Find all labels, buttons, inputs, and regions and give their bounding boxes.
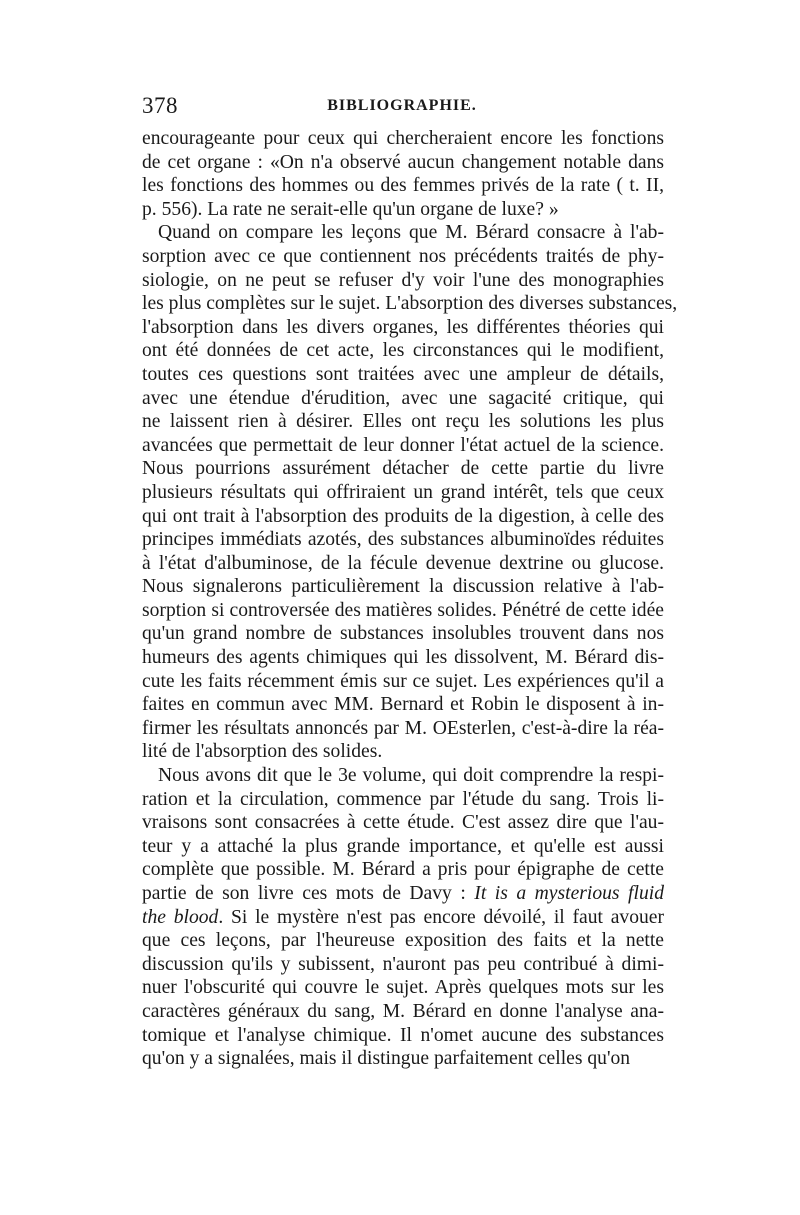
text-line: encourageante pour ceux qui chercheraient encore les fonctions [142, 128, 664, 149]
text-line: sorption si controversée des matières solides. Pénétré de cette idée [142, 599, 664, 621]
text-line: Nous pourrions assurément détacher de cette partie du livre [142, 458, 664, 480]
text-line: lité de l'absorption des solides. [142, 741, 383, 763]
text-line: firmer les résultats annoncés par M. OEsterlen, c'est-à-dire la réa- [142, 717, 664, 739]
page-number: 378 [142, 93, 178, 118]
text-line: à l'état d'albuminose, de la fécule devenue dextrine ou glucose. [142, 552, 664, 574]
text-line: siologie, on ne peut se refuser d'y voir l'une des monographies [142, 269, 664, 291]
text-line: de cet organe : «On n'a observé aucun changement notable dans [142, 151, 664, 173]
text-line: qu'on y a signalées, mais il distingue parfaitement celles qu'on [142, 1048, 631, 1070]
text-line: tomique et l'analyse chimique. Il n'omet aucune des substances [142, 1024, 664, 1046]
text-line: ne laissent rien à désirer. Elles ont reçu les solutions les plus [142, 411, 664, 433]
text-line: avancées que permettait de leur donner l'état actuel de la science. [142, 434, 664, 456]
text-line: l'absorption dans les divers organes, les différentes théories qui [142, 316, 664, 338]
text-line: Quand on compare les leçons que M. Bérard consacre à l'ab- [158, 222, 664, 244]
paragraph [142, 127, 664, 221]
text-line: cute les faits récemment émis sur ce sujet. Les expériences qu'il a [142, 670, 664, 692]
text-line: principes immédiats azotés, des substances albuminoïdes réduites [142, 529, 664, 551]
text-line: les fonctions des hommes ou des femmes privés de la rate ( t. II, [142, 175, 664, 197]
text-line: discussion qu'ils y subissent, n'auront pas peu contribué à dimi- [142, 953, 664, 975]
paragraph [142, 764, 664, 1071]
text-line: plusieurs résultats qui offriraient un grand intérêt, tels que ceux [142, 481, 664, 503]
text-line: qui ont trait à l'absorption des produits de la digestion, à celle des [142, 505, 664, 527]
text-line: avec une étendue d'érudition, avec une sagacité critique, qui [142, 387, 664, 409]
text-line: que ces leçons, par l'heureuse exposition des faits et la nette [142, 930, 664, 952]
text-line: sorption avec ce que contiennent nos précédents traités de phy- [142, 245, 664, 267]
text-line: qu'un grand nombre de substances insolubles trouvent dans nos [142, 623, 664, 645]
running-title: BIBLIOGRAPHIE. [327, 97, 477, 114]
text-line: partie de son livre ces mots de Davy : It is a mysterious fluid [142, 883, 664, 904]
text-line: teur y a attaché la plus grande importance, et qu'elle est aussi [142, 835, 664, 857]
text-line: Nous avons dit que le 3e volume, qui doit comprendre la respi- [158, 765, 664, 787]
text-line: complète que possible. M. Bérard a pris pour épigraphe de cette [142, 859, 664, 881]
text-line: faites en commun avec MM. Bernard et Robin le disposent à in- [142, 694, 664, 716]
text-line: the blood. Si le mystère n'est pas encore dévoilé, il faut avouer [142, 906, 665, 928]
text-line: toutes ces questions sont traitées avec une ampleur de détails, [142, 363, 664, 385]
text-line: Nous signalerons particulièrement la discussion relative à l'ab- [142, 576, 664, 598]
body-text [142, 127, 678, 1071]
text-line: les plus complètes sur le sujet. L'absorption des diverses substances, [142, 293, 678, 315]
text-line: caractères généraux du sang, M. Bérard en donne l'analyse ana- [142, 1000, 664, 1022]
paragraph [142, 221, 678, 764]
text-line: p. 556). La rate ne serait-elle qu'un organe de luxe? » [142, 198, 559, 220]
text-line: nuer l'obscurité qui couvre le sujet. Après quelques mots sur les [142, 977, 664, 999]
text-line: ont été données de cet acte, les circonstances qui le modifient, [142, 340, 664, 362]
text-line: vraisons sont consacrées à cette étude. C'est assez dire que l'au- [142, 812, 664, 834]
text-line: humeurs des agents chimiques qui les dissolvent, M. Bérard dis- [142, 647, 664, 669]
text-line: ration et la circulation, commence par l'étude du sang. Trois li- [142, 788, 664, 810]
page-header [142, 93, 662, 123]
